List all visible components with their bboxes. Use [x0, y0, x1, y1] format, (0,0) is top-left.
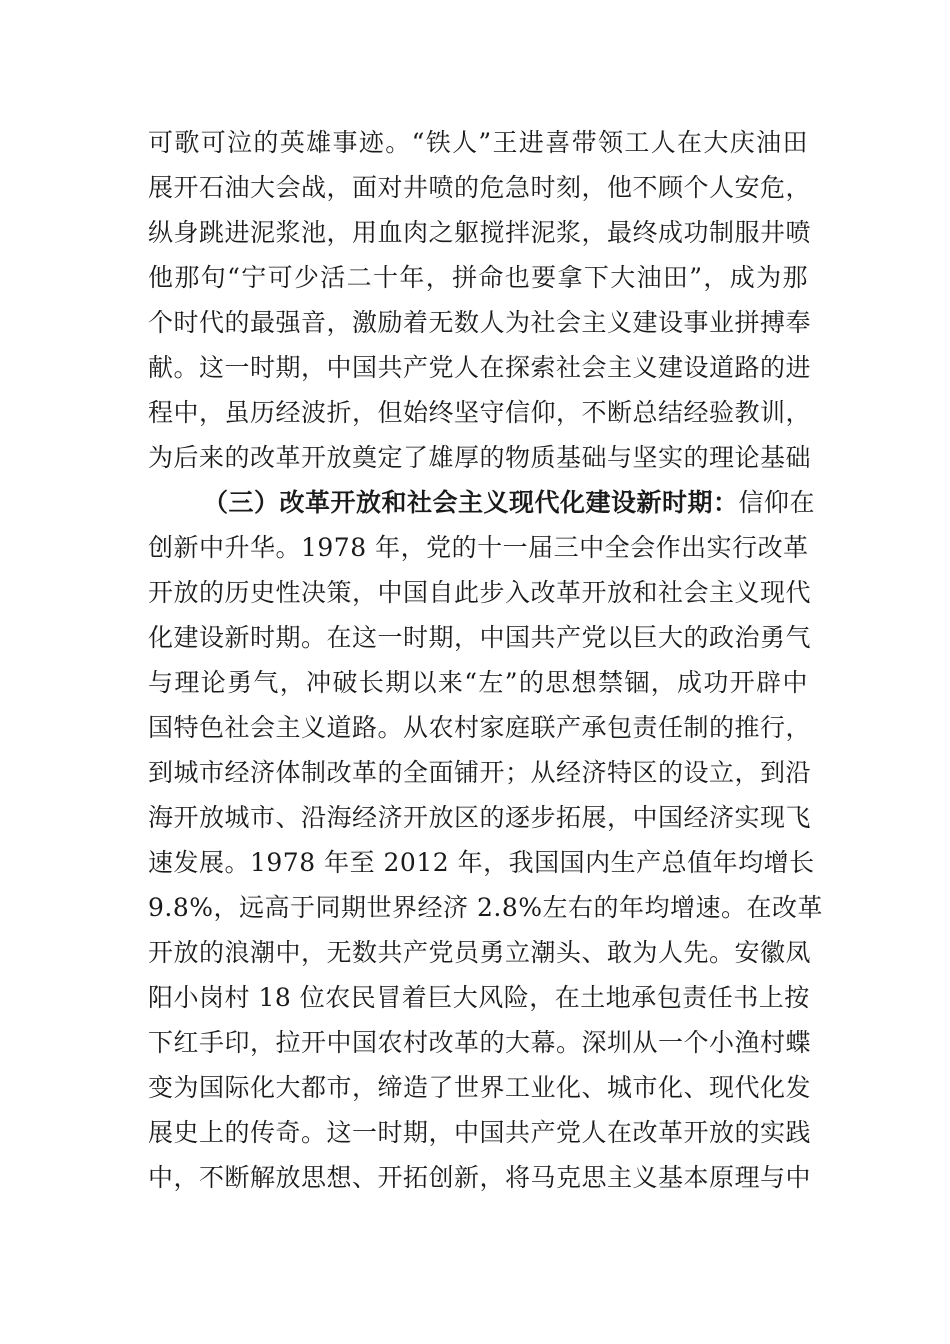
text-line: 创新中升华。1978 年，党的十一届三中全会作出实行改革	[148, 533, 809, 562]
section-heading: （三）改革开放和社会主义现代化建设新时期：	[203, 488, 739, 517]
text-line: 国特色社会主义道路。从农村家庭联产承包责任制的推行，	[148, 713, 812, 742]
text-line: 阳小岗村 18 位农民冒着巨大风险，在土地承包责任书上按	[148, 983, 810, 1012]
text-line: 海开放城市、沿海经济开放区的逐步拓展，中国经济实现飞	[148, 803, 812, 832]
text-line: 程中，虽历经波折，但始终坚守信仰，不断总结经验教训，	[148, 398, 812, 427]
text-line: 献。这一时期，中国共产党人在探索社会主义建设道路的进	[148, 353, 812, 382]
text-line: 开放的历史性决策，中国自此步入改革开放和社会主义现代	[148, 578, 812, 607]
paragraph-iron-man	[148, 120, 812, 480]
text-line: 为后来的改革开放奠定了雄厚的物质基础与坚实的理论基础	[148, 443, 812, 472]
text-line: 中，不断解放思想、开拓创新，将马克思主义基本原理与中	[148, 1163, 812, 1192]
text-line: 变为国际化大都市，缔造了世界工业化、城市化、现代化发	[148, 1073, 812, 1102]
text-line: 速发展。1978 年至 2012 年，我国国内生产总值年均增长	[148, 848, 815, 877]
text-line: 开放的浪潮中，无数共产党员勇立潮头、敢为人先。安徽凤	[148, 938, 812, 967]
section-heading-tail: 信仰在	[738, 488, 816, 517]
section-heading-line	[148, 480, 816, 525]
text-line: 个时代的最强音，激励着无数人为社会主义建设事业拼搏奉	[148, 308, 812, 337]
text-line: 下红手印，拉开中国农村改革的大幕。深圳从一个小渔村蝶	[148, 1028, 812, 1057]
paragraph-reform-era	[148, 480, 823, 1200]
text-line: 展开石油大会战，面对井喷的危急时刻，他不顾个人安危，	[148, 173, 812, 202]
text-line: 可歌可泣的英雄事迹。“铁人”王进喜带领工人在大庆油田	[148, 128, 808, 157]
text-line: 与理论勇气，冲破长期以来“左”的思想禁锢，成功开辟中	[148, 668, 808, 697]
text-line: 化建设新时期。在这一时期，中国共产党以巨大的政治勇气	[148, 623, 812, 652]
body-text	[148, 120, 823, 1200]
text-line: 纵身跳进泥浆池，用血肉之躯搅拌泥浆，最终成功制服井喷	[148, 218, 812, 247]
text-line: 他那句“宁可少活二十年，拼命也要拿下大油田”，成为那	[148, 263, 808, 292]
text-line: 到城市经济体制改革的全面铺开；从经济特区的设立，到沿	[148, 758, 812, 787]
text-line: 展史上的传奇。这一时期，中国共产党人在改革开放的实践	[148, 1118, 812, 1147]
text-line: 9.8%，远高于同期世界经济 2.8%左右的年均增速。在改革	[148, 893, 823, 922]
